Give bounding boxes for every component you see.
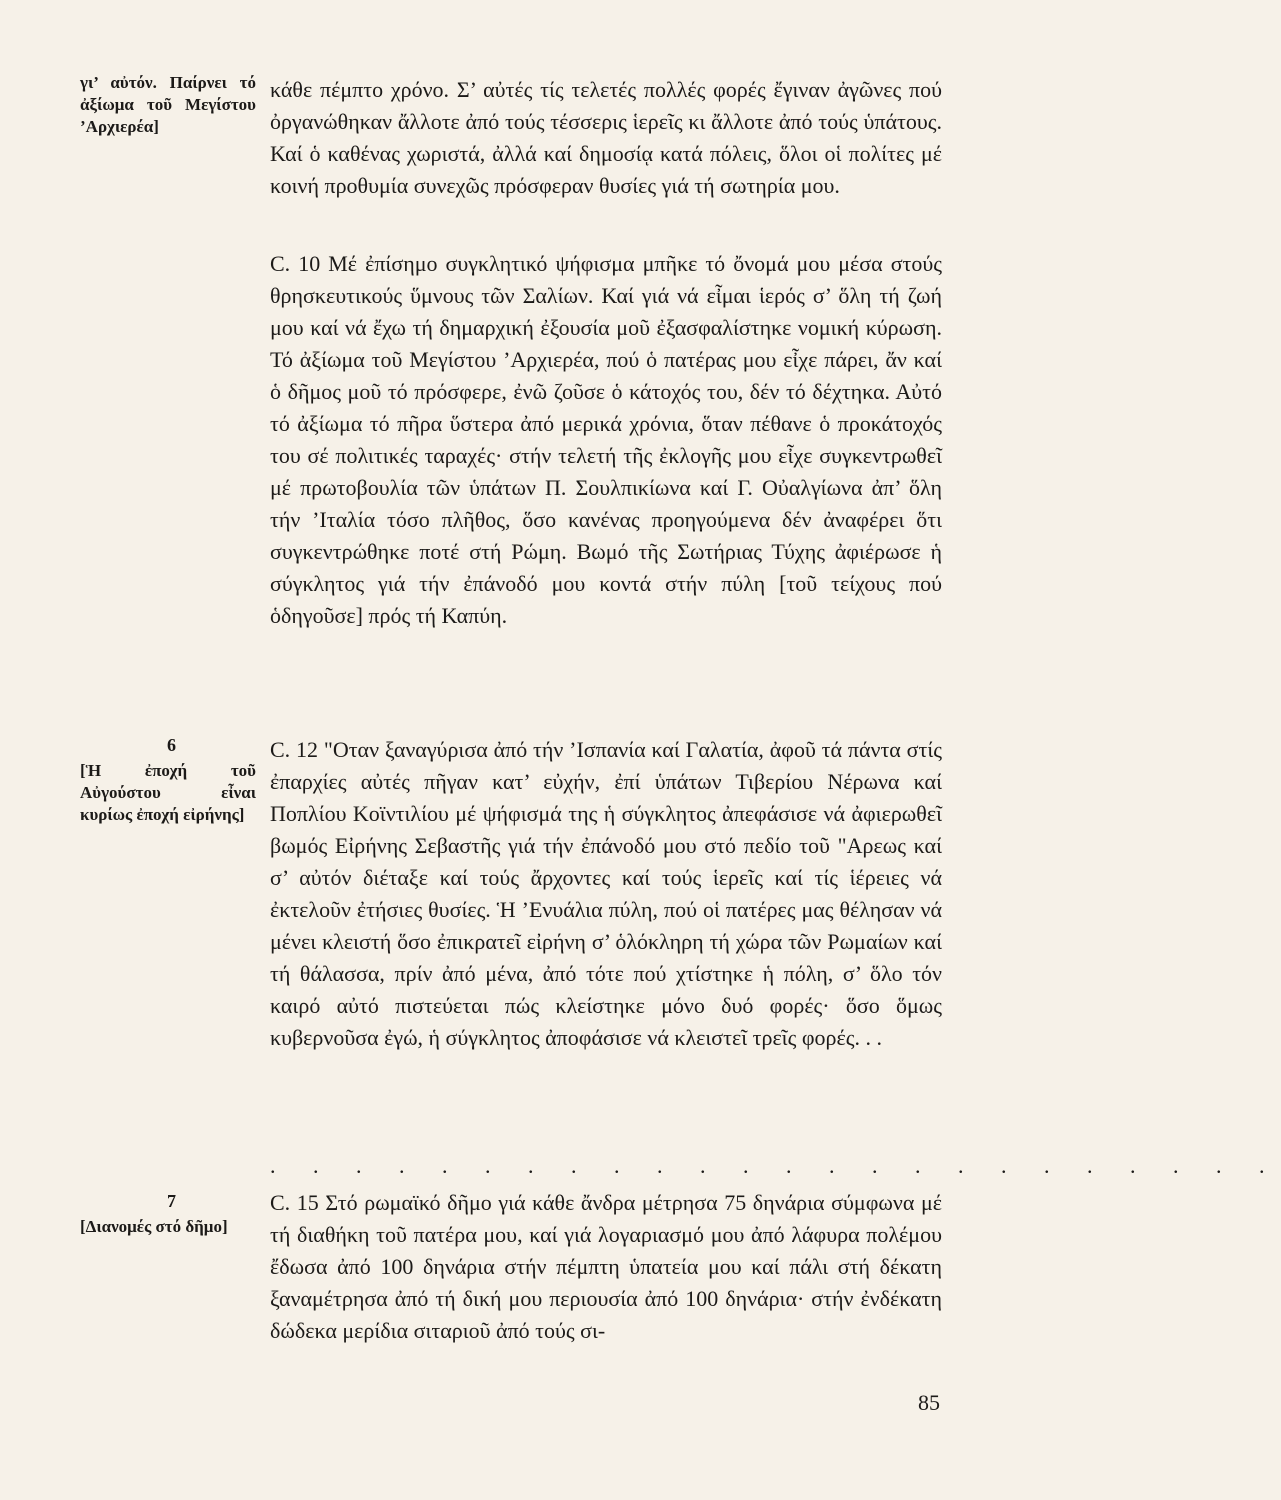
sidenote-augustan-peace: [80, 734, 256, 826]
paragraph-text: C. 15 Στό ρωμαϊκό δῆμο γιά κάθε ἄνδρα μέτρησα 75 δηνάρια σύμφωνα μέ τή διαθήκη τοῦ πατέρα μου, καί γιά λογαριασμό μου ἀπό λάφυρα πολέμου ἔδωσα ἀπό 100 δηνάρια στήν πέμπτη ὑπατεία μου καί πάλι στή δέκατη ξαναμέτρησα ἀπό τή δική μου περιουσία ἀπό 100 δηνάρια· στήν ἐνδέκατη δώδεκα μερίδια σιταριοῦ ἀπό τούς σι-: [270, 1190, 942, 1343]
sidenote-text: γι’ αὐτόν. Παίρνει τό ἀξίωμα τοῦ Μεγίστου ’Αρχιερέα]: [80, 73, 256, 136]
sidenote-text: [Ἡ ἐποχή τοῦ Αὐγούστου εἶναι κυρίως ἐποχή εἰρήνης]: [80, 761, 256, 824]
sidenote-pontifex: [80, 72, 256, 138]
paragraph-c10: [270, 248, 942, 632]
sidenote-number: 7: [167, 1191, 176, 1211]
paragraph-text: κάθε πέμπτο χρόνο. Σ’ αὐτές τίς τελετές πολλές φορές ἔγιναν ἀγῶνες πού ὀργανώθηκαν ἄλλοτε ἀπό τούς τέσσερις ἱερεῖς κι ἄλλοτε ἀπό τούς ὑπάτους. Καί ὁ καθένας χωριστά, ἀλλά καί δημοσίᾳ κατά πόλεις, ὅλοι οἱ πολίτες μέ κοινή προθυμία συνεχῶς πρόσφεραν θυσίες γιά τή σωτηρία μου.: [270, 77, 942, 198]
paragraph-c12: [270, 734, 942, 1054]
paragraph-text: C. 12 "Οταν ξαναγύρισα ἀπό τήν ’Ισπανία καί Γαλατία, ἀφοῦ τά πάντα στίς ἐπαρχίες αὐτές πῆγαν κατ’ εὐχήν, ἐπί ὑπάτων Τιβερίου Νέρωνα καί Ποπλίου Κοϊντιλίου μέ ψήφισμά της ἡ σύγκλητος ἀπεφάσισε νά ἀφιερωθεῖ βωμός Εἰρήνης Σεβαστῆς γιά τήν ἐπάνοδό μου στό πεδίο τοῦ "Αρεως καί σ’ αὐτόν διέταξε καί τούς ἄρχοντες καί τούς ἱερεῖς καί τίς ἱέρειες νά ἐκτελοῦν ἐτήσιες θυσίες. Ἡ ’Ενυάλια πύλη, πού οἱ πατέρες μας θέλησαν νά μένει κλειστή ὅσο ἐπικρατεῖ εἰρήνη σ’ ὁλόκληρη τή χώρα τῶν Ρωμαίων καί τή θάλασσα, πρίν ἀπό μένα, ἀπό τότε πού χτίστηκε ἡ πόλη, σ’ ὅλο τόν καιρό αὐτό πιστεύεται πώς κλείστηκε μόνο δυό φορές· ὅσο ὅμως κυβερνοῦσα ἐγώ, ἡ σύγκλητος ἀποφάσισε νά κλειστεῖ τρεῖς φορές. . .: [270, 737, 942, 1050]
sidenote-number: 6: [167, 735, 176, 755]
ellipsis-row: . . . . . . . . . . . . . . . . . . . . . . . .: [270, 1153, 1281, 1178]
paragraph-1: [270, 74, 942, 202]
page-number: 85: [918, 1390, 940, 1415]
paragraph-text: C. 10 Μέ ἐπίσημο συγκλητικό ψήφισμα μπῆκε τό ὄνομά μου μέσα στούς θρησκευτικούς ὕμνους τῶν Σαλίων. Καί γιά νά εἶμαι ἱερός σ’ ὅλη τή ζωή μου καί νά ἔχω τή δημαρχική ἐξουσία μοῦ ἐξασφαλίστηκε νομική κύρωση. Τό ἀξίωμα τοῦ Μεγίστου ’Αρχιερέα, πού ὁ πατέρας μου εἶχε πάρει, ἄν καί ὁ δῆμος μοῦ τό πρόσφερε, ἐνῶ ζοῦσε ὁ κάτοχός του, δέν τό δέχτηκα. Αὐτό τό ἀξίωμα τό πῆρα ὕστερα ἀπό μερικά χρόνια, ὅταν πέθανε ὁ προκάτοχός του σέ πολιτικές ταραχές· στήν τελετή τῆς ἐκλογῆς μου εἶχε συγκεντρωθεῖ μέ πρωτοβουλία τῶν ὑπάτων Π. Σουλπικίωνα καί Γ. Οὐαλγίωνα ἀπ’ ὅλη τήν ’Ιταλία τόσο πλῆθος, ὅσο κανένας προηγούμενα δέν ἀναφέρει ὅτι συγκεντρώθηκε ποτέ στή Ρώμη. Βωμό τῆς Σωτήριας Τύχης ἀφιέρωσε ἡ σύγκλητος γιά τήν ἐπάνοδό μου κοντά στήν πύλη [τοῦ τείχους πού ὁδηγοῦσε] πρός τή Καπύη.: [270, 251, 942, 628]
sidenote-distributions: [80, 1190, 256, 1238]
sidenote-text: [Διανομές στό δῆμο]: [80, 1217, 228, 1236]
paragraph-c15: [270, 1187, 942, 1347]
